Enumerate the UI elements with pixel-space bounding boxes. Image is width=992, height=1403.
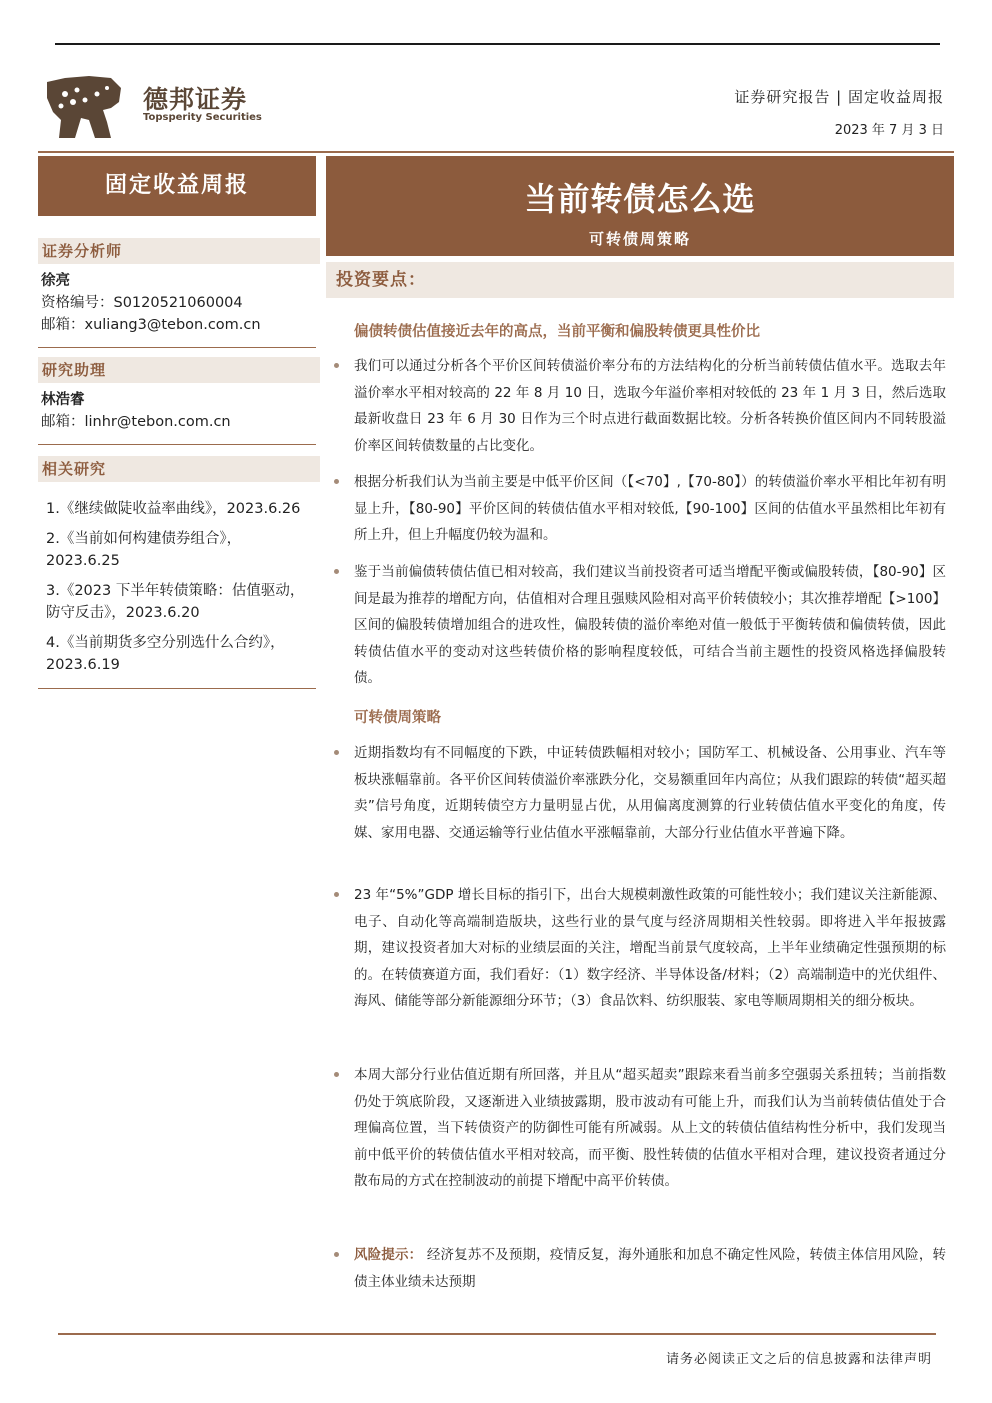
bullet-icon	[334, 569, 339, 574]
bullet-icon	[334, 363, 339, 368]
bullet-icon	[334, 1072, 339, 1077]
risk-text: 经济复苏不及预期，疫情反复，海外通胀和加息不确定性风险，转债主体信用风险，转债主体业绩未达预期	[354, 1247, 947, 1290]
paragraph: 根据分析我们认为当前主要是中低平价区间（【<70】,【70-80】）的转债溢价率水平相比年初有明显上升，【80-90】平价区间的转债估值水平相对较低,【90-100】区间的估值水平虽然相比年初有所上升，但上升幅度仍较为温和。	[354, 469, 946, 549]
header-divider	[38, 151, 954, 153]
analyst-info	[41, 270, 319, 336]
logo-chinese-name: 德邦证券	[143, 85, 248, 114]
sidebar-divider	[38, 688, 316, 689]
paragraph: 23 年“5%”GDP 增长目标的指引下，出台大规模刺激性政策的可能性较小；我们建议关注新能源、电子、自动化等高端制造版块，这些行业的景气度与经济周期相关性较弱。即将进入半年报披露期，建议投资者加大对标的业绩层面的关注，增配当前景气度较高，上半年业绩确定性强预期的标的。在转债赛道方面，我们看好：（1）数字经济、半导体设备/材料；（2）高端制造中的光伏组件、海风、储能等部分新能源细分环节；（3）食品饮料、纺织服装、家电等顺周期相关的细分板块。	[354, 882, 946, 1015]
assistant-section-head: 研究助理	[38, 357, 320, 383]
report-type: 证券研究报告 | 固定收益周报	[734, 88, 944, 106]
sidebar-divider	[38, 347, 316, 348]
report-meta	[734, 86, 944, 138]
risk-paragraph	[354, 1242, 946, 1295]
page-subtitle: 可转债周策略	[588, 230, 691, 248]
assistant-info	[41, 389, 319, 433]
assistant-name: 林浩睿	[41, 392, 85, 408]
disclaimer-notice: 请务必阅读正文之后的信息披露和法律声明	[665, 1352, 932, 1367]
risk-label: 风险提示：	[354, 1247, 423, 1263]
related-research-list	[46, 498, 306, 684]
logo-english-name: Topsperity Securities	[143, 112, 262, 123]
section2-head: 可转债周策略	[354, 710, 441, 726]
sidebar-divider	[38, 444, 316, 445]
related-item[interactable]: 2.《当前如何构建债券组合》，2023.6.25	[46, 531, 242, 569]
investment-highlights-head: 投资要点：	[326, 262, 954, 298]
top-rule	[55, 43, 940, 45]
paragraph: 近期指数均有不同幅度的下跌，中证转债跌幅相对较小；国防军工、机械设备、公用事业、汽车等板块涨幅靠前。各平价区间转债溢价率涨跌分化，交易额重回年内高位；从我们跟踪的转债“超买超卖”信号角度，近期转债空方力量明显占优，从用偏离度测算的行业转债估值水平变化的角度，传媒、家用电器、交通运输等行业估值水平涨幅靠前，大部分行业估值水平普遍下降。	[354, 740, 946, 846]
bullet-icon	[334, 1252, 339, 1257]
analyst-email[interactable]: 邮箱：xuliang3@tebon.com.cn	[41, 317, 261, 333]
bullet-icon	[334, 750, 339, 755]
paragraph: 我们可以通过分析各个平价区间转债溢价率分布的方法结构化的分析当前转债估值水平。选取去年溢价率水平相对较高的 22 年 8 月 10 日，选取今年溢价率相对较低的 23 年 1 月 3 日，然后选取最新收盘日 23 年 6 月 30 日作为三个时点进行截面数据比较。分析各转换价值区间内不同转股溢价率区间转债数量的占比变化。	[354, 353, 946, 459]
analyst-name: 徐亮	[41, 273, 70, 289]
paragraph: 鉴于当前偏债转债估值已相对较高，我们建议当前投资者可适当增配平衡或偏股转债，【80-90】区间是最为推荐的增配方向，估值相对合理且强赎风险相对高平价转债较小；其次推荐增配【>100】区间的偏股转债增加组合的进攻性，偏股转债的溢价率绝对值一般低于平衡转债和偏债转债，因此转债估值水平的变动对这些转债价格的影响程度较低，可结合当前主题性的投资风格选择偏股转债。	[354, 559, 946, 692]
report-category-band: 固定收益周报	[38, 156, 316, 216]
bullet-icon	[334, 892, 339, 897]
title-band	[326, 156, 954, 256]
related-item[interactable]: 1.《继续做陡收益率曲线》，2023.6.26	[46, 501, 301, 517]
analyst-cert: 资格编号：S0120521060004	[41, 295, 243, 311]
bullet-icon	[334, 479, 339, 484]
paragraph: 本周大部分行业估值近期有所回落，并且从“超买超卖”跟踪来看当前多空强弱关系扭转；当前指数仍处于筑底阶段，又逐渐进入业绩披露期，股市波动有可能上升，而我们认为当前转债估值处于合理偏高位置，当下转债资产的防御性可能有所减弱。从上文的转债估值结构性分析中，我们发现当前中低平价的转债估值水平相对较高，而平衡、股性转债的估值水平相对合理，建议投资者通过分散布局的方式在控制波动的前提下增配中高平价转债。	[354, 1062, 946, 1195]
related-section-head: 相关研究	[38, 456, 320, 482]
footer-divider	[58, 1333, 936, 1335]
assistant-email[interactable]: 邮箱：linhr@tebon.com.cn	[41, 414, 231, 430]
report-date: 2023 年 7 月 3 日	[834, 123, 944, 138]
related-item[interactable]: 4.《当前期货多空分别选什么合约》，2023.6.19	[46, 635, 285, 673]
page-title: 当前转债怎么选	[524, 180, 756, 218]
related-item[interactable]: 3.《2023 下半年转债策略：估值驱动，防守反击》，2023.6.20	[46, 583, 305, 621]
section1-head: 偏债转债估值接近去年的高点，当前平衡和偏股转债更具性价比	[354, 324, 760, 340]
analyst-section-head: 证券分析师	[38, 238, 320, 264]
leopard-logo-icon	[45, 72, 123, 140]
company-logo	[45, 72, 262, 142]
